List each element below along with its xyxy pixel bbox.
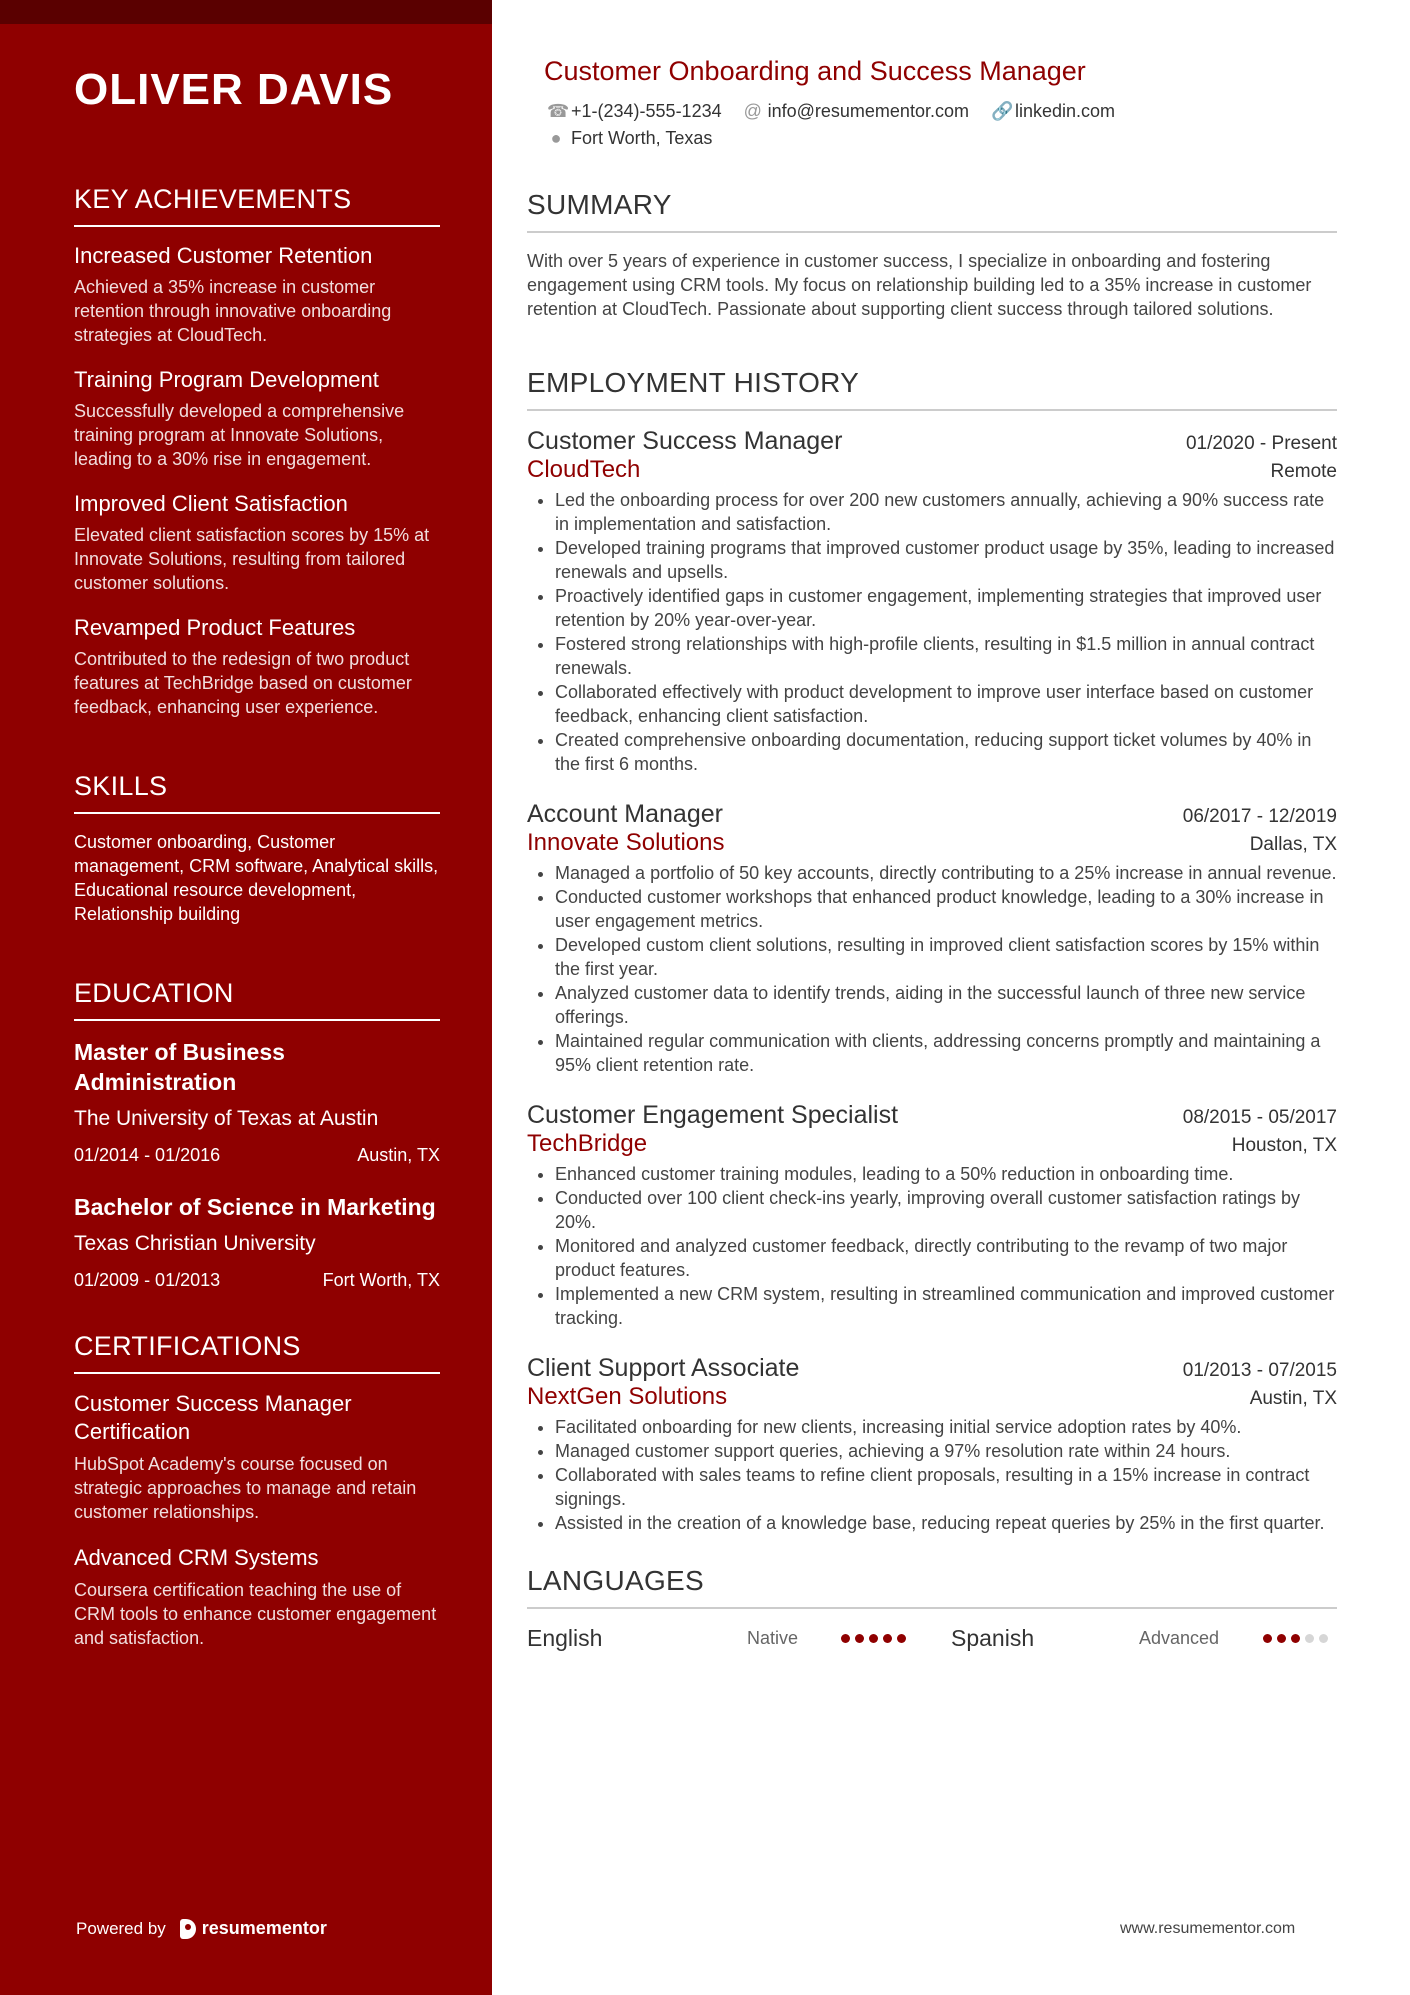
contact-row bbox=[547, 101, 1337, 122]
sidebar-content bbox=[74, 60, 440, 1702]
list-item: • Analyzed customer data to identify trends, aiding in the successful launch of three new service offerings. bbox=[555, 981, 1337, 1029]
education-dates: 01/2009 - 01/2013 bbox=[74, 1270, 221, 1290]
rating-dot-filled bbox=[869, 1634, 878, 1643]
contact-linkedin[interactable] bbox=[991, 101, 1115, 122]
rating-dot-filled bbox=[1277, 1634, 1286, 1643]
company-name: NextGen Solutions bbox=[527, 1383, 728, 1410]
rating-dot-empty bbox=[1319, 1634, 1328, 1643]
contact-phone[interactable] bbox=[547, 101, 722, 122]
job-header bbox=[527, 427, 1337, 456]
language-level: Advanced bbox=[1139, 1628, 1220, 1648]
certifications-section bbox=[74, 1331, 440, 1650]
job-company-row bbox=[527, 456, 1337, 484]
job-header bbox=[527, 800, 1337, 829]
job-entry bbox=[527, 800, 1337, 1077]
list-item: • Implemented a new CRM system, resulting in streamlined communication and improved customer tracking. bbox=[555, 1282, 1337, 1330]
pin-icon: ● bbox=[550, 128, 562, 148]
contact-location bbox=[547, 128, 712, 149]
location-text: Fort Worth, Texas bbox=[571, 128, 713, 148]
certification-desc: Coursera certification teaching the use of CRM tools to enhance customer engagement and satisfaction. bbox=[74, 1580, 437, 1648]
language-rating bbox=[1263, 1634, 1328, 1643]
list-item: • Managed a portfolio of 50 key accounts, directly contributing to a 25% increase in annual revenue. bbox=[555, 861, 1337, 885]
education-item bbox=[74, 1192, 440, 1291]
sidebar bbox=[0, 0, 492, 1995]
language-item bbox=[527, 1625, 951, 1652]
achievement-item bbox=[74, 615, 440, 719]
job-entry bbox=[527, 1101, 1337, 1330]
brand-logo[interactable] bbox=[180, 1918, 327, 1939]
brand-name: resumementor bbox=[201, 1918, 327, 1938]
certification-item bbox=[74, 1544, 440, 1650]
job-location: Remote bbox=[1270, 461, 1337, 482]
job-bullets bbox=[527, 1415, 1337, 1535]
achievement-desc: Successfully developed a comprehensive training program at Innovate Solutions, leading to a 30% rise in engagement. bbox=[74, 401, 405, 469]
list-item: • Managed customer support queries, achieving a 97% resolution rate within 24 hours. bbox=[555, 1439, 1337, 1463]
education-heading: EDUCATION bbox=[74, 978, 440, 1021]
company-name: Innovate Solutions bbox=[527, 829, 725, 856]
degree: Bachelor of Science in Marketing bbox=[74, 1194, 436, 1220]
list-item: • Monitored and analyzed customer feedback, directly contributing to the revamp of two major product features. bbox=[555, 1234, 1337, 1282]
job-dates: 08/2015 - 05/2017 bbox=[1182, 1107, 1337, 1128]
job-location: Houston, TX bbox=[1231, 1135, 1337, 1156]
achievement-item bbox=[74, 491, 440, 595]
school: Texas Christian University bbox=[74, 1232, 316, 1255]
skills-section bbox=[74, 771, 440, 926]
list-item: • Conducted customer workshops that enhanced product knowledge, leading to a 30% increase in user engagement metrics. bbox=[555, 885, 1337, 933]
list-item: • Conducted over 100 client check-ins yearly, improving overall customer satisfaction ratings by 20%. bbox=[555, 1186, 1337, 1234]
language-rating bbox=[841, 1634, 906, 1643]
link-icon: 🔗 bbox=[990, 101, 1014, 121]
main-content bbox=[527, 56, 1337, 1652]
phone-text: +1-(234)-555-1234 bbox=[571, 101, 722, 121]
list-item: • Developed custom client solutions, resulting in improved client satisfaction scores by 15% within the first year. bbox=[555, 933, 1337, 981]
language-name: English bbox=[527, 1625, 603, 1651]
education-meta bbox=[74, 1270, 440, 1291]
phone-icon: ☎ bbox=[547, 101, 570, 121]
footer-url[interactable]: www.resumementor.com bbox=[1120, 1920, 1296, 1937]
summary-section bbox=[527, 189, 1337, 321]
job-title: Client Support Associate bbox=[527, 1354, 800, 1382]
achievement-title: Training Program Development bbox=[74, 367, 379, 392]
list-item: • Maintained regular communication with clients, addressing concerns promptly and maintaining a 95% client retention rate. bbox=[555, 1029, 1337, 1077]
education-item bbox=[74, 1037, 440, 1166]
rating-dot-filled bbox=[897, 1634, 906, 1643]
achievement-desc: Achieved a 35% increase in customer retention through innovative onboarding strategies at CloudTech. bbox=[74, 277, 392, 345]
job-title: Customer Success Manager bbox=[527, 427, 843, 455]
job-header bbox=[527, 1101, 1337, 1130]
skills-list: Customer onboarding, Customer management, CRM software, Analytical skills, Educational resource development, Relationship building bbox=[74, 832, 439, 924]
job-bullets bbox=[527, 1162, 1337, 1330]
list-item: • Collaborated with sales teams to refine client proposals, resulting in a 15% increase in contract signings. bbox=[555, 1463, 1337, 1511]
achievement-desc: Elevated client satisfaction scores by 15% at Innovate Solutions, resulting from tailored customer solutions. bbox=[74, 525, 430, 593]
powered-by-label: Powered by bbox=[76, 1918, 166, 1938]
achievement-title: Increased Customer Retention bbox=[74, 243, 373, 268]
achievement-item bbox=[74, 243, 440, 347]
language-level: Native bbox=[747, 1628, 799, 1648]
contact-email[interactable] bbox=[744, 101, 969, 122]
list-item: • Created comprehensive onboarding documentation, reducing support ticket volumes by 40% in the first 6 months. bbox=[555, 728, 1337, 776]
job-title: Customer Engagement Specialist bbox=[527, 1101, 899, 1129]
contact-info bbox=[547, 101, 1337, 149]
rating-dot-filled bbox=[841, 1634, 850, 1643]
certifications-heading: CERTIFICATIONS bbox=[74, 1331, 440, 1374]
list-item: • Led the onboarding process for over 200 new customers annually, achieving a 90% success rate in implementation and satisfaction. bbox=[555, 488, 1337, 536]
job-dates: 01/2013 - 07/2015 bbox=[1182, 1360, 1337, 1381]
achievements-heading: KEY ACHIEVEMENTS bbox=[74, 184, 440, 227]
sidebar-top-strip bbox=[0, 0, 492, 24]
at-icon: @ bbox=[743, 101, 762, 121]
education-location: Fort Worth, TX bbox=[322, 1270, 440, 1290]
job-location: Dallas, TX bbox=[1249, 834, 1337, 855]
language-name: Spanish bbox=[951, 1625, 1035, 1651]
job-target-title: Customer Onboarding and Success Manager bbox=[544, 56, 1086, 86]
rating-dot-filled bbox=[1263, 1634, 1272, 1643]
summary-text: With over 5 years of experience in customer success, I specialize in onboarding and fostering engagement using CRM tools. My focus on relationship building led to a 35% increase in customer retention at CloudTech. Passionate about supporting client success through tailored solutions. bbox=[527, 251, 1312, 319]
education-location: Austin, TX bbox=[357, 1145, 440, 1165]
rating-dot-filled bbox=[1291, 1634, 1300, 1643]
job-dates: 01/2020 - Present bbox=[1185, 433, 1337, 454]
job-bullets bbox=[527, 861, 1337, 1077]
school: The University of Texas at Austin bbox=[74, 1107, 379, 1130]
languages-section bbox=[527, 1565, 1337, 1652]
job-dates: 06/2017 - 12/2019 bbox=[1182, 806, 1337, 827]
brand-logo-icon bbox=[180, 1919, 196, 1939]
rating-dot-filled bbox=[855, 1634, 864, 1643]
list-item: • Enhanced customer training modules, leading to a 50% reduction in onboarding time. bbox=[555, 1162, 1337, 1186]
powered-by bbox=[76, 1918, 327, 1939]
contact-row bbox=[547, 128, 1337, 149]
certification-title: Customer Success Manager Certification bbox=[74, 1391, 352, 1444]
list-item: • Facilitated onboarding for new clients, increasing initial service adoption rates by 40%. bbox=[555, 1415, 1337, 1439]
achievement-item bbox=[74, 367, 440, 471]
list-item: • Fostered strong relationships with high-profile clients, resulting in $1.5 million in annual contract renewals. bbox=[555, 632, 1337, 680]
job-title: Account Manager bbox=[527, 800, 723, 828]
summary-heading: SUMMARY bbox=[527, 189, 1337, 233]
job-bullets bbox=[527, 488, 1337, 776]
list-item: • Developed training programs that improved customer product usage by 35%, leading to increased renewals and upsells. bbox=[555, 536, 1337, 584]
languages-heading: LANGUAGES bbox=[527, 1565, 1337, 1609]
certification-desc: HubSpot Academy's course focused on strategic approaches to manage and retain customer relationships. bbox=[74, 1454, 417, 1522]
employment-section bbox=[527, 367, 1337, 1535]
list-item: • Proactively identified gaps in customer engagement, implementing strategies that improved user retention by 20% year-over-year. bbox=[555, 584, 1337, 632]
job-header bbox=[527, 1354, 1337, 1383]
employment-heading: EMPLOYMENT HISTORY bbox=[527, 367, 1337, 411]
education-dates: 01/2014 - 01/2016 bbox=[74, 1145, 221, 1165]
list-item: • Collaborated effectively with product development to improve user interface based on customer feedback, enhancing client satisfaction. bbox=[555, 680, 1337, 728]
job-company-row bbox=[527, 1130, 1337, 1158]
job-company-row bbox=[527, 829, 1337, 857]
company-name: TechBridge bbox=[527, 1130, 648, 1157]
candidate-name: OLIVER DAVIS bbox=[74, 65, 394, 114]
education-section bbox=[74, 978, 440, 1291]
achievements-section bbox=[74, 184, 440, 719]
email-text: info@resumementor.com bbox=[767, 101, 969, 121]
certification-title: Advanced CRM Systems bbox=[74, 1545, 319, 1570]
job-entry bbox=[527, 1354, 1337, 1535]
achievement-desc: Contributed to the redesign of two product features at TechBridge based on customer feedback, enhancing user experience. bbox=[74, 649, 412, 717]
job-location: Austin, TX bbox=[1249, 1388, 1337, 1409]
skills-heading: SKILLS bbox=[74, 771, 440, 814]
languages-list bbox=[527, 1625, 1337, 1652]
achievement-title: Improved Client Satisfaction bbox=[74, 491, 348, 516]
linkedin-text: linkedin.com bbox=[1014, 101, 1116, 121]
degree: Master of Business Administration bbox=[74, 1039, 285, 1095]
certification-item bbox=[74, 1390, 440, 1524]
rating-dot-empty bbox=[1305, 1634, 1314, 1643]
rating-dot-filled bbox=[883, 1634, 892, 1643]
language-item bbox=[951, 1625, 1337, 1652]
education-meta bbox=[74, 1145, 440, 1166]
list-item: • Assisted in the creation of a knowledge base, reducing repeat queries by 25% in the first quarter. bbox=[555, 1511, 1337, 1535]
job-entry bbox=[527, 427, 1337, 776]
achievement-title: Revamped Product Features bbox=[74, 615, 356, 640]
company-name: CloudTech bbox=[527, 456, 641, 483]
job-company-row bbox=[527, 1383, 1337, 1411]
